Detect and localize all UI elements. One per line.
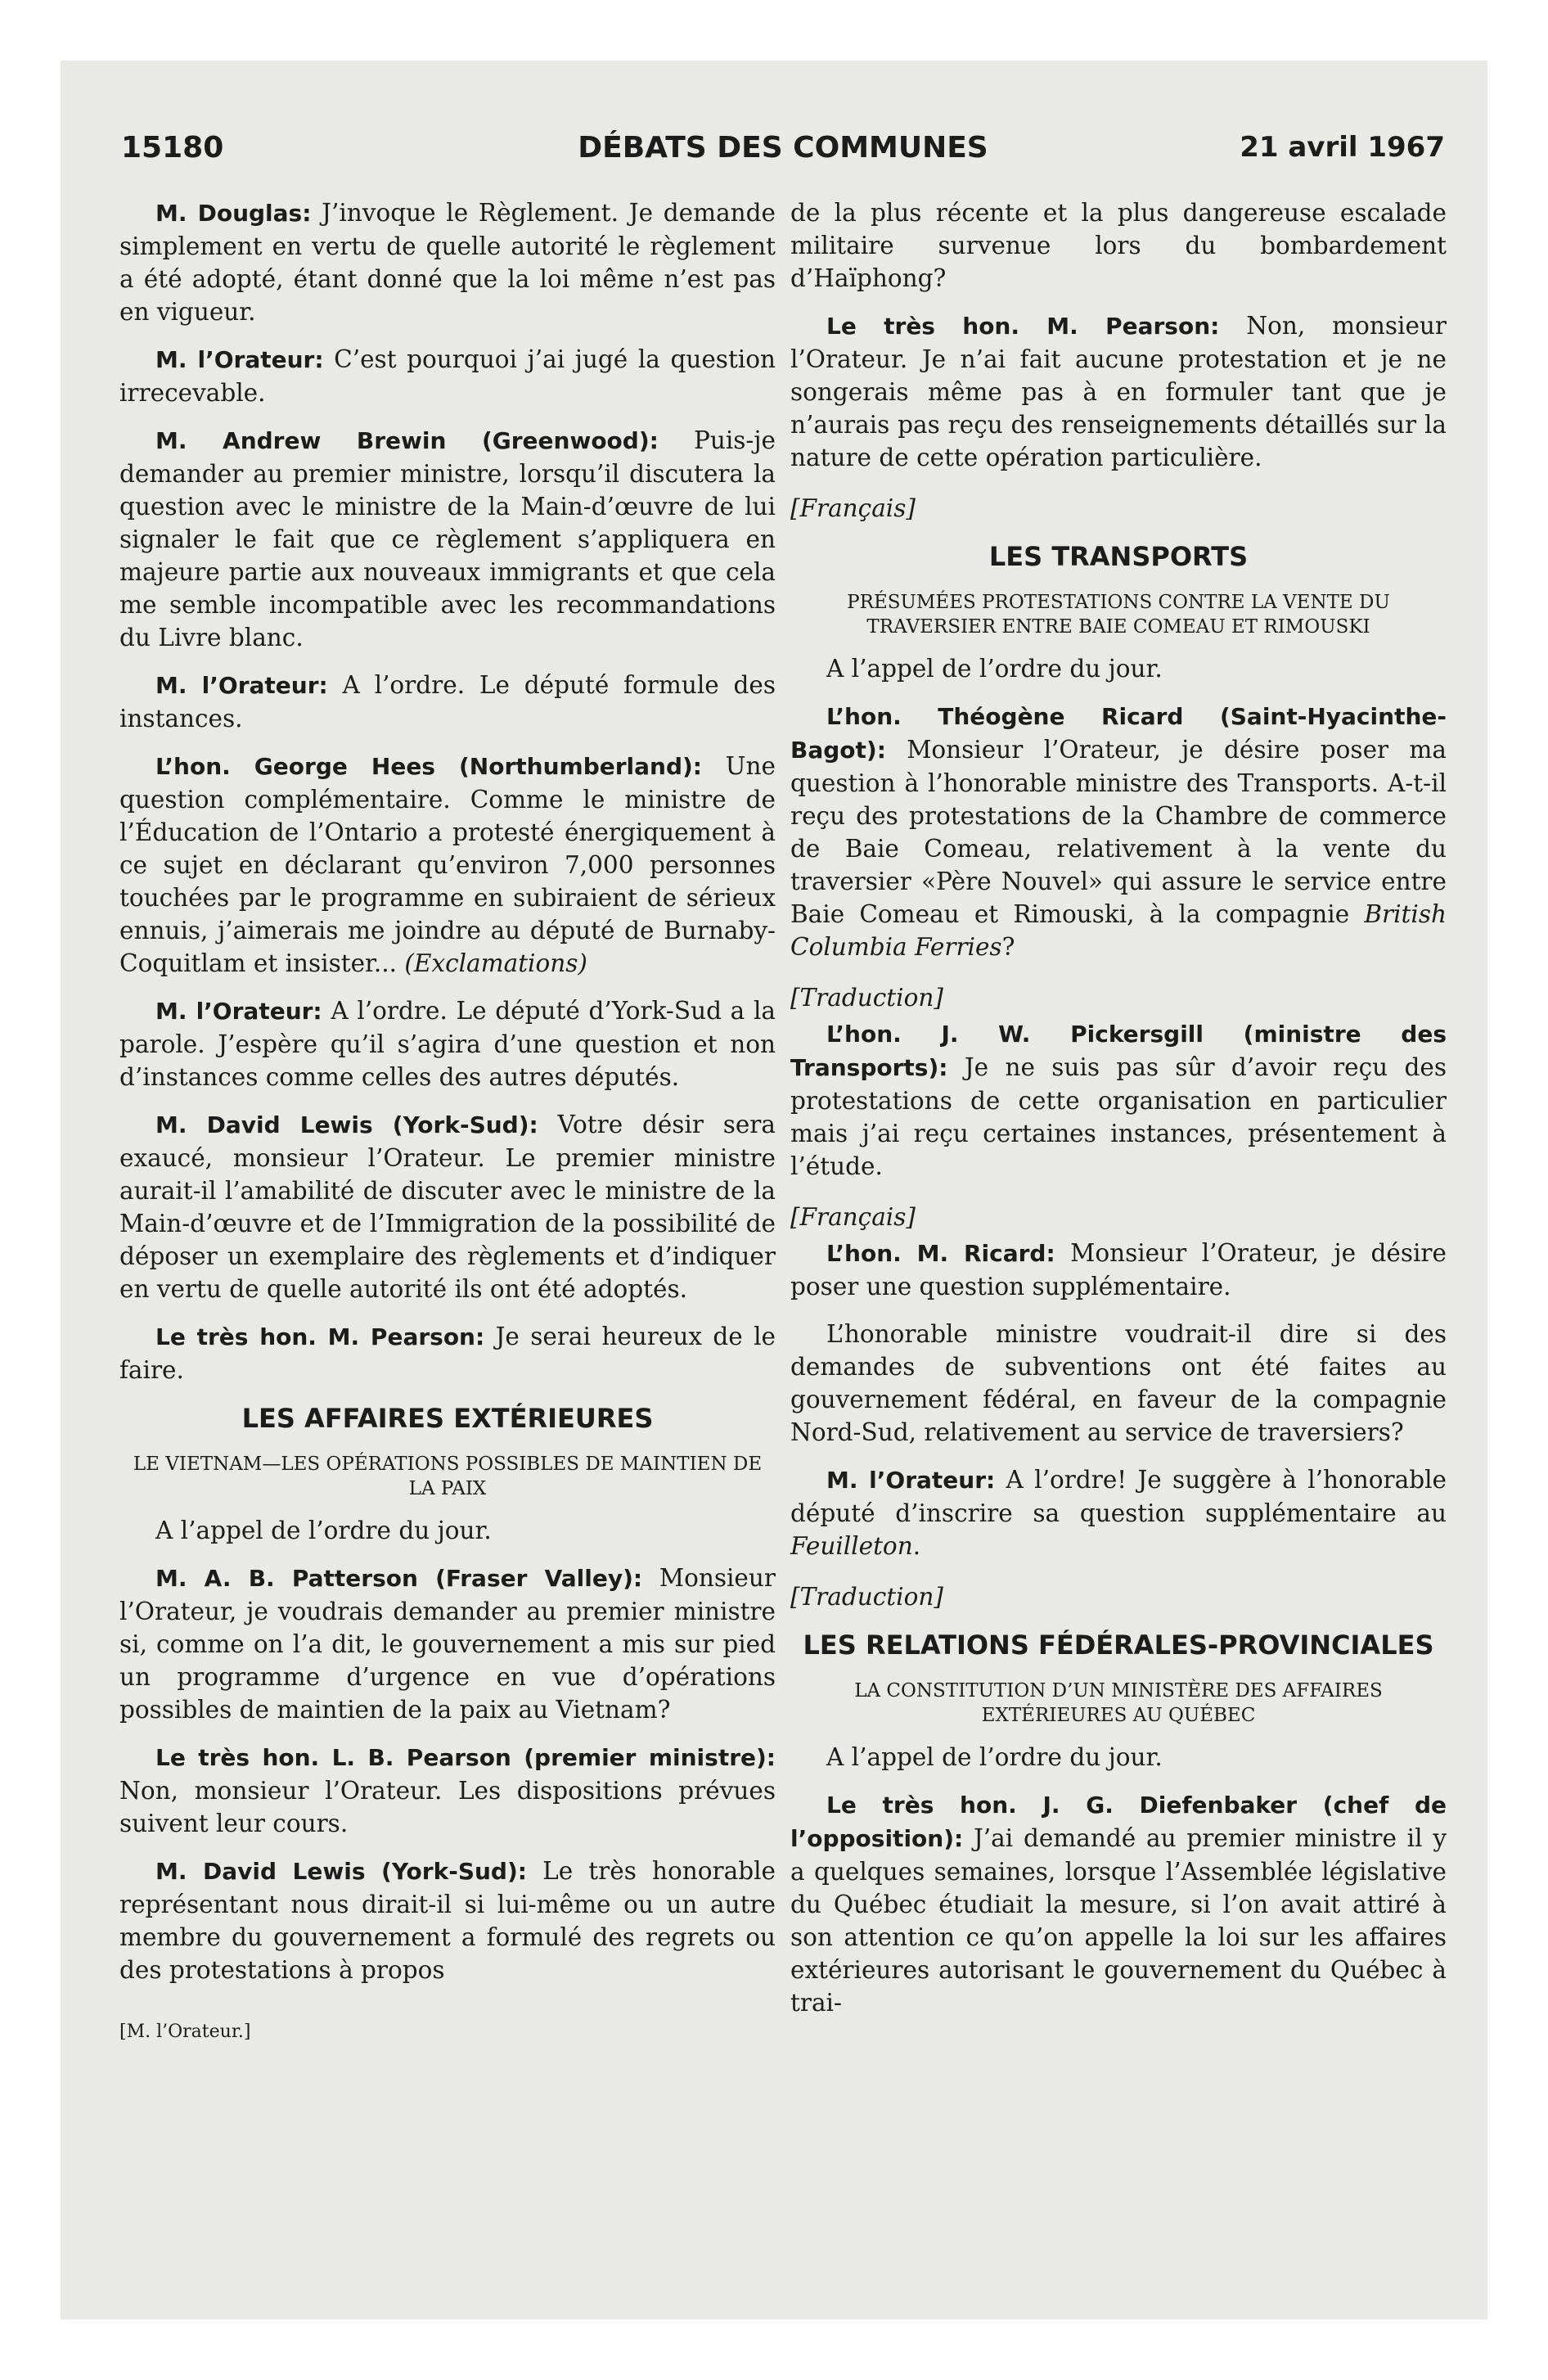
paragraph [790, 1463, 1447, 1562]
speaker-name: M. l’Orateur: [155, 346, 324, 373]
paragraph [119, 669, 776, 735]
section-heading: LES AFFAIRES EXTÉRIEURES [241, 1403, 654, 1434]
speech-text: Puis-je demander au premier ministre, lorsqu’il discutera la question avec le ministre de la Main-d’œuvre de lui signaler le fait que ce règlement s’appliquera en majeure partie aux nouveaux immigrants et que cela me semble incompatible avec les recommandations du Livre blanc. [119, 426, 776, 651]
page-header [121, 131, 1445, 180]
language-marker: [Français] [790, 494, 916, 522]
speaker-name: L’hon. George Hees (Northumberland): [155, 753, 703, 780]
page-title: DÉBATS DES COMMUNES [578, 131, 988, 165]
paragraph [119, 1562, 776, 1726]
paragraph [790, 1237, 1447, 1303]
paragraph [790, 700, 1447, 963]
speech-text: J’invoque le Règlement. Je demande simplement en vertu de quelle autorité le règlement a été adopté, étant donné que la loi même n’est pas en vigueur. [119, 199, 776, 326]
paragraph: de la plus récente et la plus dangereuse escalade militaire survenue lors du bombardement d’Haïphong? [790, 199, 1447, 292]
order-of-day: A l’appel de l’ordre du jour. [826, 655, 1163, 683]
speaker-name: M. Andrew Brewin (Greenwood): [155, 427, 659, 454]
paragraph [119, 1108, 776, 1305]
order-of-day: A l’appel de l’ordre du jour. [826, 1743, 1163, 1771]
speaker-name: L’hon. J. W. Pickersgill (ministre des Transports): [790, 1021, 1447, 1081]
speech-text: Monsieur l’Orateur, je désire poser ma question à l’honorable ministre des Transports. A-t-il reçu des protestations de la Chambre de commerce de Baie Comeau, relativement à la vente du traversier «Père Nouvel» qui assure le service entre Baie Comeau et Rimouski, à la compagnie [790, 736, 1447, 928]
speech-text: A l’ordre. Le député d’York-Sud a la parole. J’espère qu’il s’agira d’une question et non d’instances comme celles des autres députés. [119, 997, 776, 1091]
paragraph [790, 1017, 1447, 1183]
subsection-heading: LA CONSTITUTION D’UN MINISTÈRE DES AFFAIRES EXTÉRIEURES AU QUÉBEC [854, 1680, 1383, 1726]
speech-text: Votre désir sera exaucé, monsieur l’Orateur. Le premier ministre aurait-il l’amabilité de discuter avec le ministre de la Main-d’œuvre et de l’Immigration de la possibilité de déposer un exemplaire des règlements et d’indiquer en vertu de quelle autorité ils ont été adoptés. [119, 1111, 776, 1303]
paragraph [119, 1855, 776, 1986]
speech-text: C’est pourquoi j’ai jugé la question irrecevable. [119, 345, 776, 407]
subsection-heading: LE VIETNAM—LES OPÉRATIONS POSSIBLES DE MAINTIEN DE LA PAIX [133, 1454, 763, 1499]
speech-text: Monsieur l’Orateur, je voudrais demander au premier ministre si, comme on l’a dit, le gouvernement a mis sur pied un programme d’urgence en vue d’opérations possibles de maintien de la paix au Vietnam? [119, 1564, 776, 1724]
speech-text: Le très honorable représentant nous dirait-il si lui-même ou un autre membre du gouvernement a formulé des regrets ou des protestations à propos [119, 1857, 776, 1984]
section-heading: LES RELATIONS FÉDÉRALES-PROVINCIALES [803, 1629, 1434, 1661]
speaker-name: Le très hon. M. Pearson: [826, 313, 1220, 340]
speech-text: Non, monsieur l’Orateur. Les dispositions prévues suivent leur cours. [119, 1777, 776, 1837]
right-column [790, 196, 1447, 2034]
paragraph [119, 196, 776, 328]
section-heading: LES TRANSPORTS [988, 541, 1249, 572]
speaker-name: M. l’Orateur: [826, 1467, 996, 1494]
speech-text: Monsieur l’Orateur, je désire poser une question supplémentaire. [790, 1239, 1447, 1300]
italic-text: Feuilleton [790, 1532, 913, 1560]
speaker-name: M. David Lewis (York-Sud): [155, 1858, 527, 1885]
paragraph [790, 1788, 1447, 2019]
speech-text: Je serai heureux de le faire. [119, 1323, 776, 1384]
speaker-name: Le très hon. M. Pearson: [155, 1323, 485, 1350]
speaker-name: M. l’Orateur: [155, 998, 322, 1025]
speech-text: Je ne suis pas sûr d’avoir reçu des protestations de cette organisation en particulier mais j’ai reçu certaines instances, présentement à l’étude. [790, 1053, 1447, 1180]
italic-text: British Columbia Ferries [790, 900, 1447, 961]
speech-text: J’ai demandé au premier ministre il y a quelques semaines, lorsque l’Assemblée législative du Québec étudiait la mesure, si l’on avait attiré à son attention ce qu’on appelle la loi sur les affaires extérieures autorisant le gouvernement du Québec à trai- [790, 1824, 1447, 2017]
subsection-heading: PRÉSUMÉES PROTESTATIONS CONTRE LA VENTE DU TRAVERSIER ENTRE BAIE COMEAU ET RIMOUSKI [847, 592, 1390, 638]
paragraph [119, 994, 776, 1093]
paragraph [119, 1320, 776, 1386]
paragraph [119, 750, 776, 980]
speech-text: Une question complémentaire. Comme le ministre de l’Éducation de l’Ontario a protesté énergiquement à ce sujet en déclarant qu’environ 7,000 personnes touchées par le programme en subiraient de sérieux ennuis, j’aimerais me joindre au député de Burnaby-Coquitlam et insister... [119, 752, 776, 977]
speech-text: Non, monsieur l’Orateur. Je n’ai fait aucune protestation et je ne songerais même pas à en formuler tant que je n’aurais pas reçu des renseignements détaillés sur la nature de cette opération particulière. [790, 312, 1447, 471]
order-of-day: A l’appel de l’ordre du jour. [155, 1517, 492, 1544]
italic-text: (Exclamations) [404, 949, 587, 977]
paragraph [119, 343, 776, 409]
language-marker: [Traduction] [790, 1583, 943, 1611]
speech-text: A l’ordre! Je suggère à l’honorable député d’inscrire sa question supplémentaire au [790, 1466, 1447, 1527]
footnote: [M. l’Orateur.] [119, 2022, 251, 2042]
speaker-name: L’hon. Théogène Ricard (Saint-Hyacinthe-Bagot): [790, 703, 1447, 764]
speech-text-tail: . [912, 1532, 921, 1560]
paragraph [119, 424, 776, 654]
speaker-name: M. A. B. Patterson (Fraser Valley): [155, 1565, 643, 1592]
page-date: 21 avril 1967 [1240, 131, 1445, 164]
speaker-name: Le très hon. J. G. Diefenbaker (chef de l’opposition): [790, 1792, 1447, 1852]
speaker-name: M. David Lewis (York-Sud): [155, 1111, 538, 1138]
speech-text-tail: ? [1001, 933, 1015, 961]
left-column [119, 196, 776, 2063]
paragraph [119, 1741, 776, 1840]
speaker-name: M. Douglas: [155, 200, 312, 227]
speaker-name: M. l’Orateur: [155, 672, 328, 699]
paragraph [790, 309, 1447, 474]
paragraph: L’honorable ministre voudrait-il dire si des demandes de subventions ont été faites au gouvernement fédéral, en faveur de la compagnie Nord-Sud, relativement au service de traversiers? [790, 1320, 1447, 1446]
language-marker: [Traduction] [790, 984, 943, 1012]
language-marker: [Français] [790, 1203, 916, 1231]
speaker-name: Le très hon. L. B. Pearson (premier ministre): [155, 1744, 776, 1771]
speech-text: A l’ordre. Le député formule des instances. [119, 671, 776, 732]
speaker-name: L’hon. M. Ricard: [826, 1240, 1055, 1267]
page-number: 15180 [121, 131, 224, 165]
